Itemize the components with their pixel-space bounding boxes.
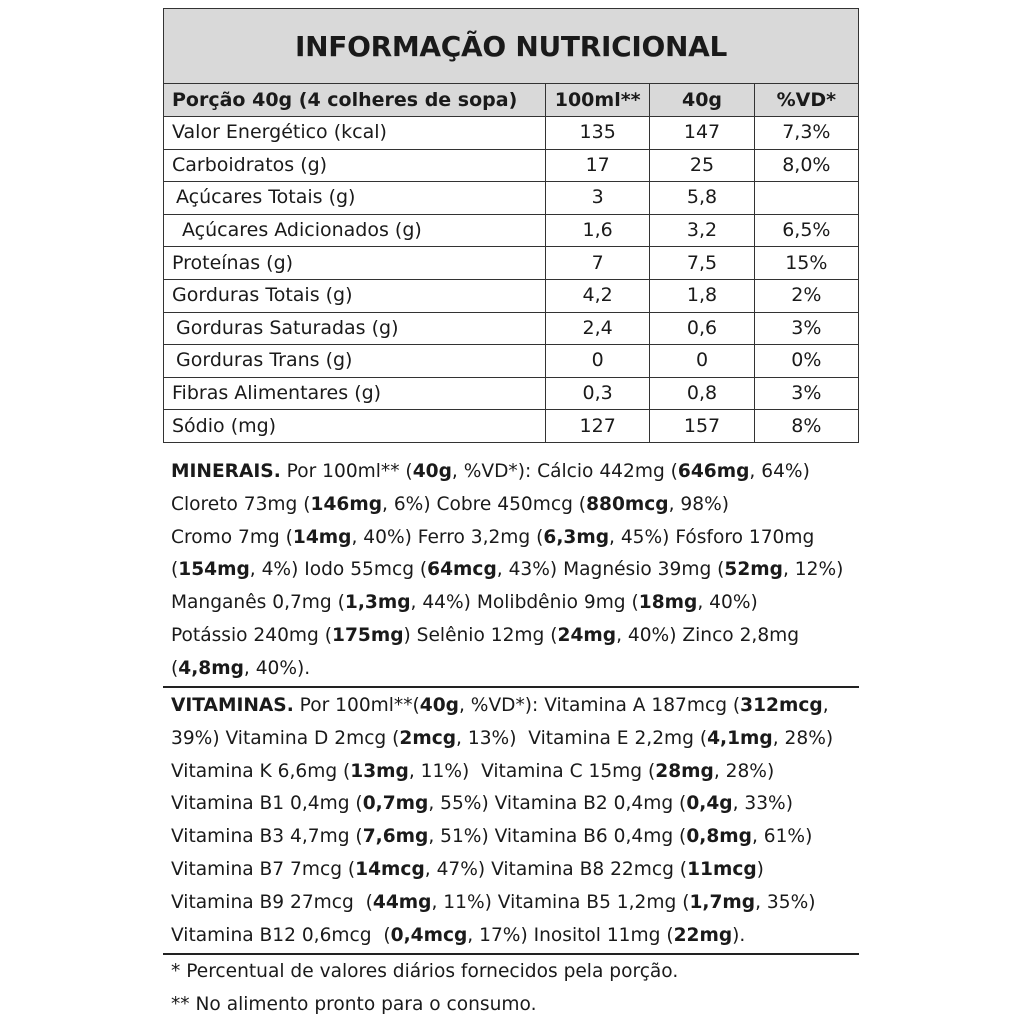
nutrient-name: Gorduras Saturadas (g)	[164, 312, 546, 345]
value-100ml: 2,4	[546, 312, 650, 345]
minerals-line: Potássio 240mg (175mg) Selênio 12mg (24mg, 40%) Zinco 2,8mg	[171, 624, 800, 646]
nutrient-name: Gorduras Totais (g)	[164, 279, 546, 312]
nutrition-table	[163, 83, 859, 443]
value-40g: 0,8	[650, 377, 754, 410]
table-header-cell: 40g	[650, 84, 754, 117]
value-100ml: 17	[546, 149, 650, 182]
vitamins-line: VITAMINAS. Por 100ml**(40g, %VD*): Vitamina A 187mcg (312mcg,	[171, 695, 829, 716]
table-row	[164, 117, 859, 150]
value-100ml: 0,3	[546, 377, 650, 410]
vitamins-line: Vitamina K 6,6mg (13mg, 11%) Vitamina C 15mg (28mg, 28%)	[171, 760, 775, 782]
value-vd: 3%	[754, 312, 858, 345]
value-40g: 1,8	[650, 279, 754, 312]
table-header-cell: 100ml**	[546, 84, 650, 117]
value-40g: 0,6	[650, 312, 754, 345]
table-header-cell: Porção 40g (4 colheres de sopa)	[164, 84, 546, 117]
value-100ml: 1,6	[546, 214, 650, 247]
footnotes-divider	[163, 953, 859, 955]
nutrient-name: Açúcares Totais (g)	[164, 182, 546, 215]
value-40g: 157	[650, 410, 754, 443]
nutrient-name: Carboidratos (g)	[164, 149, 546, 182]
value-vd: 6,5%	[754, 214, 858, 247]
table-row	[164, 377, 859, 410]
nutrient-name: Sódio (mg)	[164, 410, 546, 443]
value-100ml: 127	[546, 410, 650, 443]
table-row	[164, 149, 859, 182]
table-row	[164, 410, 859, 443]
minerals-line: Manganês 0,7mg (1,3mg, 44%) Molibdênio 9mg (18mg, 40%)	[171, 592, 758, 614]
value-vd: 0%	[754, 345, 858, 378]
value-vd: 3%	[754, 377, 858, 410]
minerals-line: MINERAIS. Por 100ml** (40g, %VD*): Cálcio 442mg (646mg, 64%)	[171, 461, 810, 482]
minerals-line: Cloreto 73mg (146mg, 6%) Cobre 450mcg (880mcg, 98%)	[171, 493, 729, 515]
table-row	[164, 345, 859, 378]
vitamins-line: Vitamina B3 4,7mg (7,6mg, 51%) Vitamina B6 0,4mg (0,8mg, 61%)	[171, 826, 813, 848]
vitamins-divider	[163, 686, 859, 688]
minerals-line: (4,8mg, 40%).	[171, 657, 311, 679]
minerals-line: Cromo 7mg (14mg, 40%) Ferro 3,2mg (6,3mg, 45%) Fósforo 170mg	[171, 526, 815, 548]
value-40g: 0	[650, 345, 754, 378]
value-100ml: 135	[546, 117, 650, 150]
value-100ml: 7	[546, 247, 650, 280]
nutrient-name: Açúcares Adicionados (g)	[164, 214, 546, 247]
footnotes	[171, 956, 851, 1022]
minerals-paragraph	[171, 456, 851, 686]
vitamins-line: Vitamina B9 27mcg (44mg, 11%) Vitamina B5 1,2mg (1,7mg, 35%)	[171, 891, 816, 913]
vitamins-line: Vitamina B12 0,6mcg (0,4mcg, 17%) Inositol 11mg (22mg).	[171, 924, 746, 946]
value-vd: 2%	[754, 279, 858, 312]
value-vd	[754, 182, 858, 215]
nutrient-name: Gorduras Trans (g)	[164, 345, 546, 378]
table-header-cell: %VD*	[754, 84, 858, 117]
label-title	[163, 8, 859, 83]
table-row	[164, 214, 859, 247]
value-100ml: 4,2	[546, 279, 650, 312]
value-40g: 3,2	[650, 214, 754, 247]
footnote-line: * Percentual de valores diários fornecidos pela porção.	[171, 961, 679, 982]
value-vd: 15%	[754, 247, 858, 280]
footnote-line: ** No alimento pronto para o consumo.	[171, 993, 537, 1015]
table-row	[164, 312, 859, 345]
table-row	[164, 247, 859, 280]
minerals-line: (154mg, 4%) Iodo 55mcg (64mcg, 43%) Magnésio 39mg (52mg, 12%)	[171, 559, 844, 581]
value-100ml: 3	[546, 182, 650, 215]
value-40g: 25	[650, 149, 754, 182]
vitamins-line: Vitamina B1 0,4mg (0,7mg, 55%) Vitamina B2 0,4mg (0,4g, 33%)	[171, 793, 793, 815]
vitamins-paragraph	[171, 690, 851, 952]
value-40g: 5,8	[650, 182, 754, 215]
value-vd: 8,0%	[754, 149, 858, 182]
nutrient-name: Proteínas (g)	[164, 247, 546, 280]
table-header-row	[164, 84, 859, 117]
nutrient-name: Fibras Alimentares (g)	[164, 377, 546, 410]
value-vd: 7,3%	[754, 117, 858, 150]
value-40g: 7,5	[650, 247, 754, 280]
vitamins-line: 39%) Vitamina D 2mcg (2mcg, 13%) Vitamina E 2,2mg (4,1mg, 28%)	[171, 727, 834, 749]
value-vd: 8%	[754, 410, 858, 443]
label-title-text: INFORMAÇÃO NUTRICIONAL	[294, 29, 727, 63]
nutrient-name: Valor Energético (kcal)	[164, 117, 546, 150]
vitamins-line: Vitamina B7 7mcg (14mcg, 47%) Vitamina B8 22mcg (11mcg)	[171, 858, 764, 880]
value-40g: 147	[650, 117, 754, 150]
table-row	[164, 182, 859, 215]
table-row	[164, 279, 859, 312]
value-100ml: 0	[546, 345, 650, 378]
